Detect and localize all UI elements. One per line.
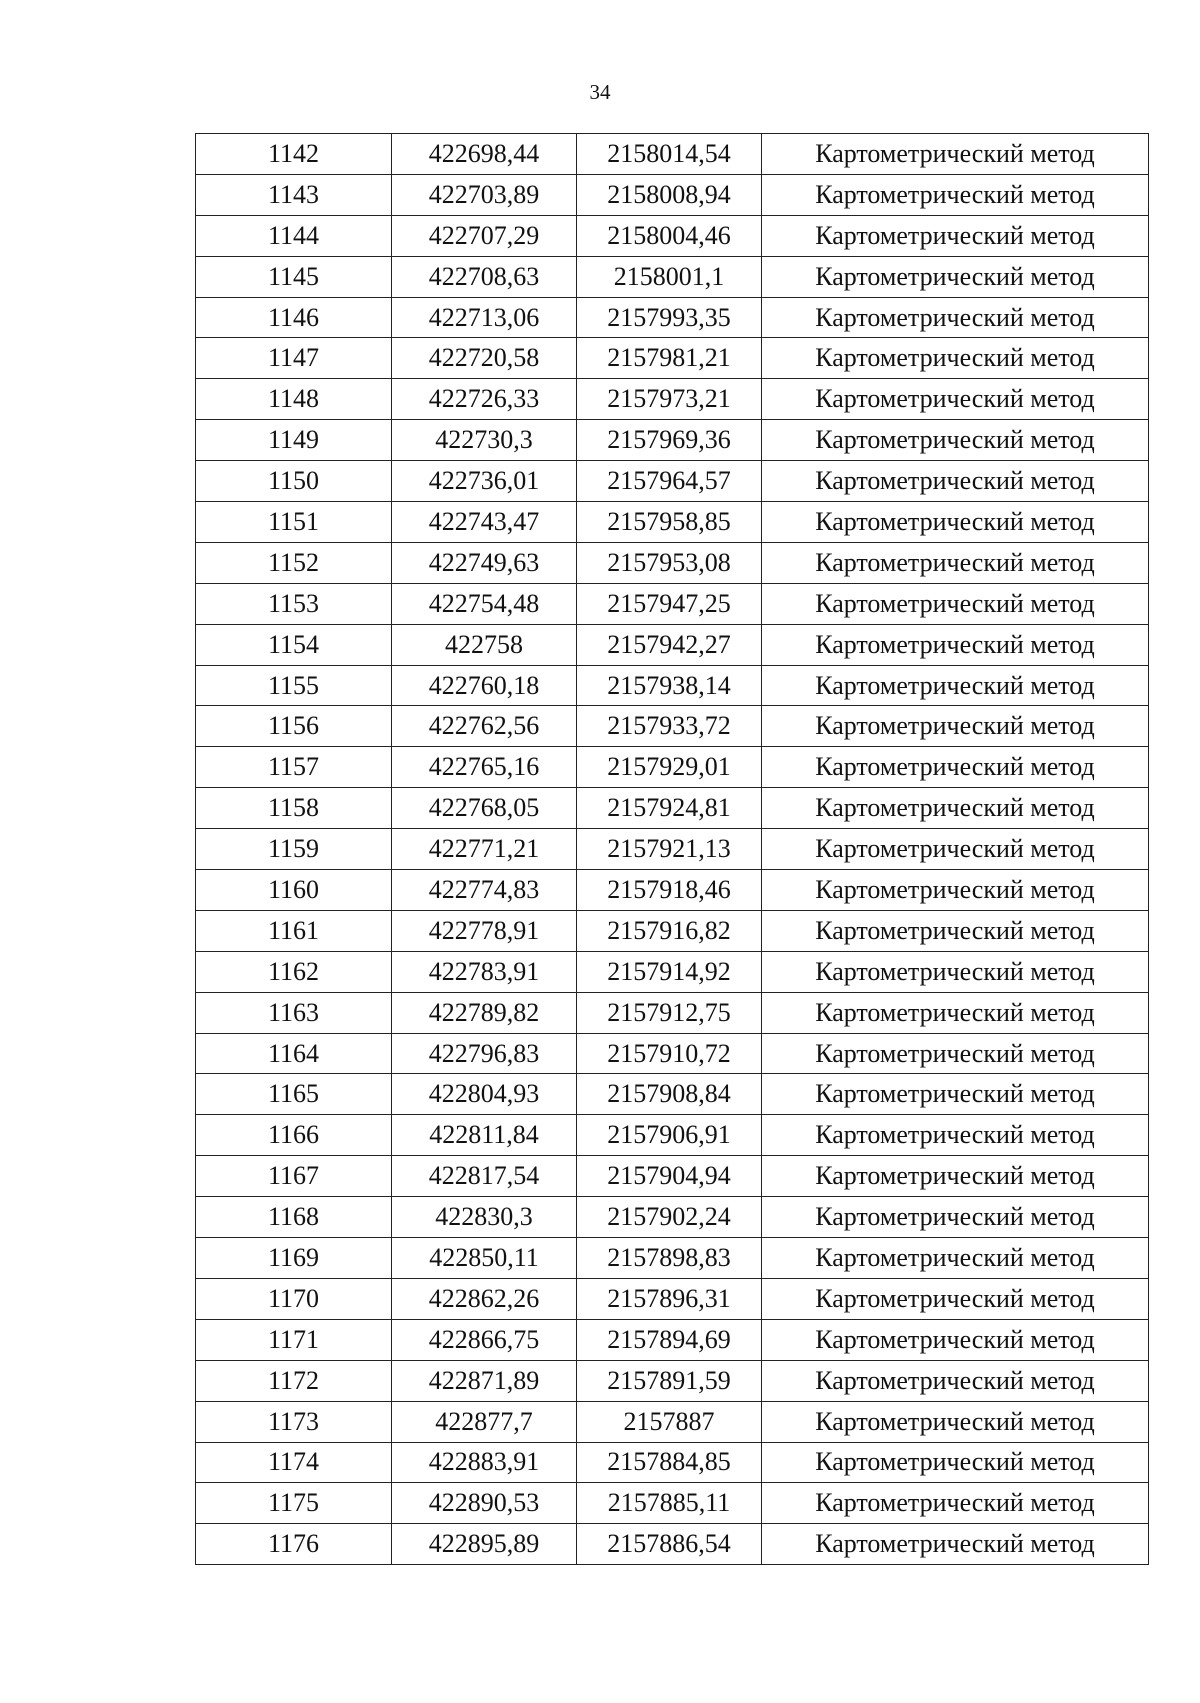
- x-coordinate-cell: 422830,3: [392, 1197, 577, 1238]
- method-cell: Картометрический метод: [762, 1319, 1149, 1360]
- method-cell: Картометрический метод: [762, 747, 1149, 788]
- y-coordinate-cell: 2158001,1: [577, 256, 762, 297]
- table-row: [196, 1524, 1149, 1565]
- point-number-cell: 1175: [196, 1483, 392, 1524]
- x-coordinate-cell: 422771,21: [392, 829, 577, 870]
- point-number-cell: 1142: [196, 134, 392, 175]
- y-coordinate-cell: 2158014,54: [577, 134, 762, 175]
- x-coordinate-cell: 422871,89: [392, 1360, 577, 1401]
- point-number-cell: 1146: [196, 297, 392, 338]
- y-coordinate-cell: 2157993,35: [577, 297, 762, 338]
- y-coordinate-cell: 2157918,46: [577, 870, 762, 911]
- method-cell: Картометрический метод: [762, 215, 1149, 256]
- method-cell: Картометрический метод: [762, 420, 1149, 461]
- point-number-cell: 1159: [196, 829, 392, 870]
- point-number-cell: 1176: [196, 1524, 392, 1565]
- method-cell: Картометрический метод: [762, 1156, 1149, 1197]
- x-coordinate-cell: 422883,91: [392, 1442, 577, 1483]
- x-coordinate-cell: 422743,47: [392, 502, 577, 543]
- y-coordinate-cell: 2157884,85: [577, 1442, 762, 1483]
- x-coordinate-cell: 422726,33: [392, 379, 577, 420]
- method-cell: Картометрический метод: [762, 461, 1149, 502]
- point-number-cell: 1144: [196, 215, 392, 256]
- y-coordinate-cell: 2157902,24: [577, 1197, 762, 1238]
- point-number-cell: 1148: [196, 379, 392, 420]
- x-coordinate-cell: 422707,29: [392, 215, 577, 256]
- table-row: [196, 134, 1149, 175]
- y-coordinate-cell: 2157933,72: [577, 706, 762, 747]
- y-coordinate-cell: 2157894,69: [577, 1319, 762, 1360]
- x-coordinate-cell: 422877,7: [392, 1401, 577, 1442]
- method-cell: Картометрический метод: [762, 624, 1149, 665]
- y-coordinate-cell: 2157886,54: [577, 1524, 762, 1565]
- point-number-cell: 1173: [196, 1401, 392, 1442]
- y-coordinate-cell: 2157914,92: [577, 951, 762, 992]
- point-number-cell: 1154: [196, 624, 392, 665]
- coordinates-table-body: [196, 134, 1149, 1565]
- table-row: [196, 747, 1149, 788]
- point-number-cell: 1170: [196, 1278, 392, 1319]
- point-number-cell: 1171: [196, 1319, 392, 1360]
- method-cell: Картометрический метод: [762, 134, 1149, 175]
- point-number-cell: 1145: [196, 256, 392, 297]
- method-cell: Картометрический метод: [762, 1360, 1149, 1401]
- table-row: [196, 174, 1149, 215]
- table-row: [196, 1401, 1149, 1442]
- method-cell: Картометрический метод: [762, 1197, 1149, 1238]
- table-row: [196, 215, 1149, 256]
- method-cell: Картометрический метод: [762, 788, 1149, 829]
- y-coordinate-cell: 2157924,81: [577, 788, 762, 829]
- table-row: [196, 338, 1149, 379]
- point-number-cell: 1160: [196, 870, 392, 911]
- x-coordinate-cell: 422730,3: [392, 420, 577, 461]
- x-coordinate-cell: 422796,83: [392, 1033, 577, 1074]
- y-coordinate-cell: 2157921,13: [577, 829, 762, 870]
- point-number-cell: 1155: [196, 665, 392, 706]
- method-cell: Картометрический метод: [762, 829, 1149, 870]
- x-coordinate-cell: 422762,56: [392, 706, 577, 747]
- point-number-cell: 1158: [196, 788, 392, 829]
- x-coordinate-cell: 422698,44: [392, 134, 577, 175]
- y-coordinate-cell: 2157929,01: [577, 747, 762, 788]
- point-number-cell: 1174: [196, 1442, 392, 1483]
- table-row: [196, 665, 1149, 706]
- method-cell: Картометрический метод: [762, 1033, 1149, 1074]
- point-number-cell: 1168: [196, 1197, 392, 1238]
- x-coordinate-cell: 422866,75: [392, 1319, 577, 1360]
- y-coordinate-cell: 2157973,21: [577, 379, 762, 420]
- table-row: [196, 1033, 1149, 1074]
- x-coordinate-cell: 422703,89: [392, 174, 577, 215]
- method-cell: Картометрический метод: [762, 583, 1149, 624]
- y-coordinate-cell: 2157981,21: [577, 338, 762, 379]
- table-row: [196, 788, 1149, 829]
- point-number-cell: 1164: [196, 1033, 392, 1074]
- table-row: [196, 461, 1149, 502]
- method-cell: Картометрический метод: [762, 1483, 1149, 1524]
- point-number-cell: 1161: [196, 910, 392, 951]
- y-coordinate-cell: 2157887: [577, 1401, 762, 1442]
- table-row: [196, 379, 1149, 420]
- point-number-cell: 1150: [196, 461, 392, 502]
- method-cell: Картометрический метод: [762, 992, 1149, 1033]
- table-row: [196, 1483, 1149, 1524]
- point-number-cell: 1153: [196, 583, 392, 624]
- point-number-cell: 1143: [196, 174, 392, 215]
- coordinates-table: [195, 133, 1149, 1565]
- y-coordinate-cell: 2157958,85: [577, 502, 762, 543]
- y-coordinate-cell: 2157912,75: [577, 992, 762, 1033]
- x-coordinate-cell: 422754,48: [392, 583, 577, 624]
- table-row: [196, 1238, 1149, 1279]
- table-row: [196, 992, 1149, 1033]
- method-cell: Картометрический метод: [762, 1278, 1149, 1319]
- table-row: [196, 542, 1149, 583]
- table-row: [196, 1442, 1149, 1483]
- method-cell: Картометрический метод: [762, 1401, 1149, 1442]
- y-coordinate-cell: 2157910,72: [577, 1033, 762, 1074]
- table-row: [196, 1074, 1149, 1115]
- point-number-cell: 1167: [196, 1156, 392, 1197]
- table-row: [196, 420, 1149, 461]
- x-coordinate-cell: 422895,89: [392, 1524, 577, 1565]
- y-coordinate-cell: 2157969,36: [577, 420, 762, 461]
- x-coordinate-cell: 422789,82: [392, 992, 577, 1033]
- y-coordinate-cell: 2157942,27: [577, 624, 762, 665]
- method-cell: Картометрический метод: [762, 665, 1149, 706]
- x-coordinate-cell: 422749,63: [392, 542, 577, 583]
- x-coordinate-cell: 422774,83: [392, 870, 577, 911]
- y-coordinate-cell: 2157904,94: [577, 1156, 762, 1197]
- y-coordinate-cell: 2157953,08: [577, 542, 762, 583]
- method-cell: Картометрический метод: [762, 1115, 1149, 1156]
- y-coordinate-cell: 2157885,11: [577, 1483, 762, 1524]
- y-coordinate-cell: 2157947,25: [577, 583, 762, 624]
- x-coordinate-cell: 422765,16: [392, 747, 577, 788]
- method-cell: Картометрический метод: [762, 706, 1149, 747]
- y-coordinate-cell: 2157896,31: [577, 1278, 762, 1319]
- x-coordinate-cell: 422811,84: [392, 1115, 577, 1156]
- point-number-cell: 1157: [196, 747, 392, 788]
- point-number-cell: 1163: [196, 992, 392, 1033]
- point-number-cell: 1165: [196, 1074, 392, 1115]
- method-cell: Картометрический метод: [762, 542, 1149, 583]
- table-row: [196, 1197, 1149, 1238]
- point-number-cell: 1151: [196, 502, 392, 543]
- point-number-cell: 1172: [196, 1360, 392, 1401]
- table-row: [196, 1278, 1149, 1319]
- table-row: [196, 502, 1149, 543]
- y-coordinate-cell: 2157898,83: [577, 1238, 762, 1279]
- table-row: [196, 624, 1149, 665]
- method-cell: Картометрический метод: [762, 256, 1149, 297]
- table-row: [196, 1319, 1149, 1360]
- table-row: [196, 1156, 1149, 1197]
- y-coordinate-cell: 2157916,82: [577, 910, 762, 951]
- x-coordinate-cell: 422758: [392, 624, 577, 665]
- x-coordinate-cell: 422890,53: [392, 1483, 577, 1524]
- x-coordinate-cell: 422804,93: [392, 1074, 577, 1115]
- x-coordinate-cell: 422778,91: [392, 910, 577, 951]
- y-coordinate-cell: 2157906,91: [577, 1115, 762, 1156]
- y-coordinate-cell: 2157891,59: [577, 1360, 762, 1401]
- method-cell: Картометрический метод: [762, 951, 1149, 992]
- x-coordinate-cell: 422713,06: [392, 297, 577, 338]
- y-coordinate-cell: 2157938,14: [577, 665, 762, 706]
- y-coordinate-cell: 2157964,57: [577, 461, 762, 502]
- method-cell: Картометрический метод: [762, 1074, 1149, 1115]
- method-cell: Картометрический метод: [762, 870, 1149, 911]
- point-number-cell: 1147: [196, 338, 392, 379]
- table-row: [196, 1115, 1149, 1156]
- y-coordinate-cell: 2157908,84: [577, 1074, 762, 1115]
- point-number-cell: 1149: [196, 420, 392, 461]
- point-number-cell: 1156: [196, 706, 392, 747]
- table-row: [196, 951, 1149, 992]
- x-coordinate-cell: 422850,11: [392, 1238, 577, 1279]
- x-coordinate-cell: 422783,91: [392, 951, 577, 992]
- x-coordinate-cell: 422862,26: [392, 1278, 577, 1319]
- x-coordinate-cell: 422768,05: [392, 788, 577, 829]
- y-coordinate-cell: 2158004,46: [577, 215, 762, 256]
- page-number: 34: [589, 80, 611, 104]
- y-coordinate-cell: 2158008,94: [577, 174, 762, 215]
- point-number-cell: 1166: [196, 1115, 392, 1156]
- table-row: [196, 256, 1149, 297]
- x-coordinate-cell: 422760,18: [392, 665, 577, 706]
- table-row: [196, 910, 1149, 951]
- method-cell: Картометрический метод: [762, 379, 1149, 420]
- table-row: [196, 870, 1149, 911]
- method-cell: Картометрический метод: [762, 297, 1149, 338]
- method-cell: Картометрический метод: [762, 1238, 1149, 1279]
- method-cell: Картометрический метод: [762, 1442, 1149, 1483]
- x-coordinate-cell: 422708,63: [392, 256, 577, 297]
- x-coordinate-cell: 422817,54: [392, 1156, 577, 1197]
- point-number-cell: 1169: [196, 1238, 392, 1279]
- method-cell: Картометрический метод: [762, 502, 1149, 543]
- method-cell: Картометрический метод: [762, 1524, 1149, 1565]
- point-number-cell: 1152: [196, 542, 392, 583]
- table-row: [196, 1360, 1149, 1401]
- method-cell: Картометрический метод: [762, 910, 1149, 951]
- method-cell: Картометрический метод: [762, 174, 1149, 215]
- table-row: [196, 583, 1149, 624]
- table-row: [196, 297, 1149, 338]
- method-cell: Картометрический метод: [762, 338, 1149, 379]
- x-coordinate-cell: 422720,58: [392, 338, 577, 379]
- table-row: [196, 706, 1149, 747]
- point-number-cell: 1162: [196, 951, 392, 992]
- table-row: [196, 829, 1149, 870]
- x-coordinate-cell: 422736,01: [392, 461, 577, 502]
